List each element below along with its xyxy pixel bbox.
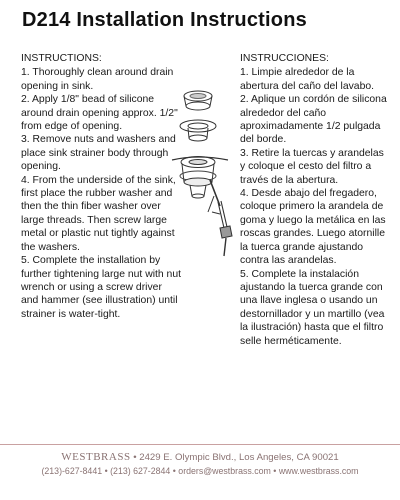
paso-2: 2. Aplique un cordón de silicona alrededor del caño aproximadamente 1/2 pulgada del borde. [240,94,387,146]
instructions-spanish [240,52,388,348]
paso-3: 3. Retire la tuercas y arandelas y coloque el cesto del filtro a través de la abertura. [240,147,384,186]
step-2: 2. Apply 1/8" bead of silicone around drain opening approx. 1/2" from edge of opening. [21,94,178,133]
sink-strainer-illustration-icon [168,88,234,258]
separator: • [172,466,176,476]
step-5: 5. Complete the installation by further tightening large nut with nut wrench or using a screw driver and hammer (see illustration) until strainer is water-tight. [21,255,181,320]
brand-name: WESTBRASS [61,451,131,463]
footer-fax: (213) 627-2844 [110,466,171,476]
footer-address: 2429 E. Olympic Blvd., Los Angeles, CA 90021 [139,452,339,463]
footer-phone: (213)-627-8441 [41,466,103,476]
paso-4: 4. Desde abajo del fregadero, coloque primero la arandela de goma y luego la metálica en las roscas grandes. Luego atornille la tuerca grande ajustando contra las arandelas. [240,188,386,267]
footer-email[interactable]: orders@westbrass.com [178,466,271,476]
footer-contact-line [0,466,400,476]
step-1: 1. Thoroughly clean around drain opening in sink. [21,67,174,92]
footer-website[interactable]: www.westbrass.com [278,466,359,476]
separator: • [104,466,108,476]
page-title: D214 Installation Instructions [22,9,307,31]
footer-address-line [0,451,400,463]
instructions-heading: INSTRUCTIONS: [21,53,102,64]
instructions-english [21,52,181,321]
step-4: 4. From the underside of the sink, first place the rubber washer and then the thin fiber washer over large threads. Then screw large metal or plastic nut tightly against the washers. [21,174,176,253]
separator: • [133,452,137,463]
step-3: 3. Remove nuts and washers and place sink strainer body through opening. [21,134,176,173]
instrucciones-heading: INSTRUCCIONES: [240,53,329,64]
paso-5: 5. Complete la instalación ajustando la tuerca grande con una llave inglesa o usando un destornillador y un martillo (vea la ilustración) hasta que el filtro selle herméticamente. [240,268,385,347]
footer-divider [0,444,400,445]
paso-1: 1. Limpie alrededor de la abertura del caño del lavabo. [240,67,375,92]
separator: • [273,466,277,476]
